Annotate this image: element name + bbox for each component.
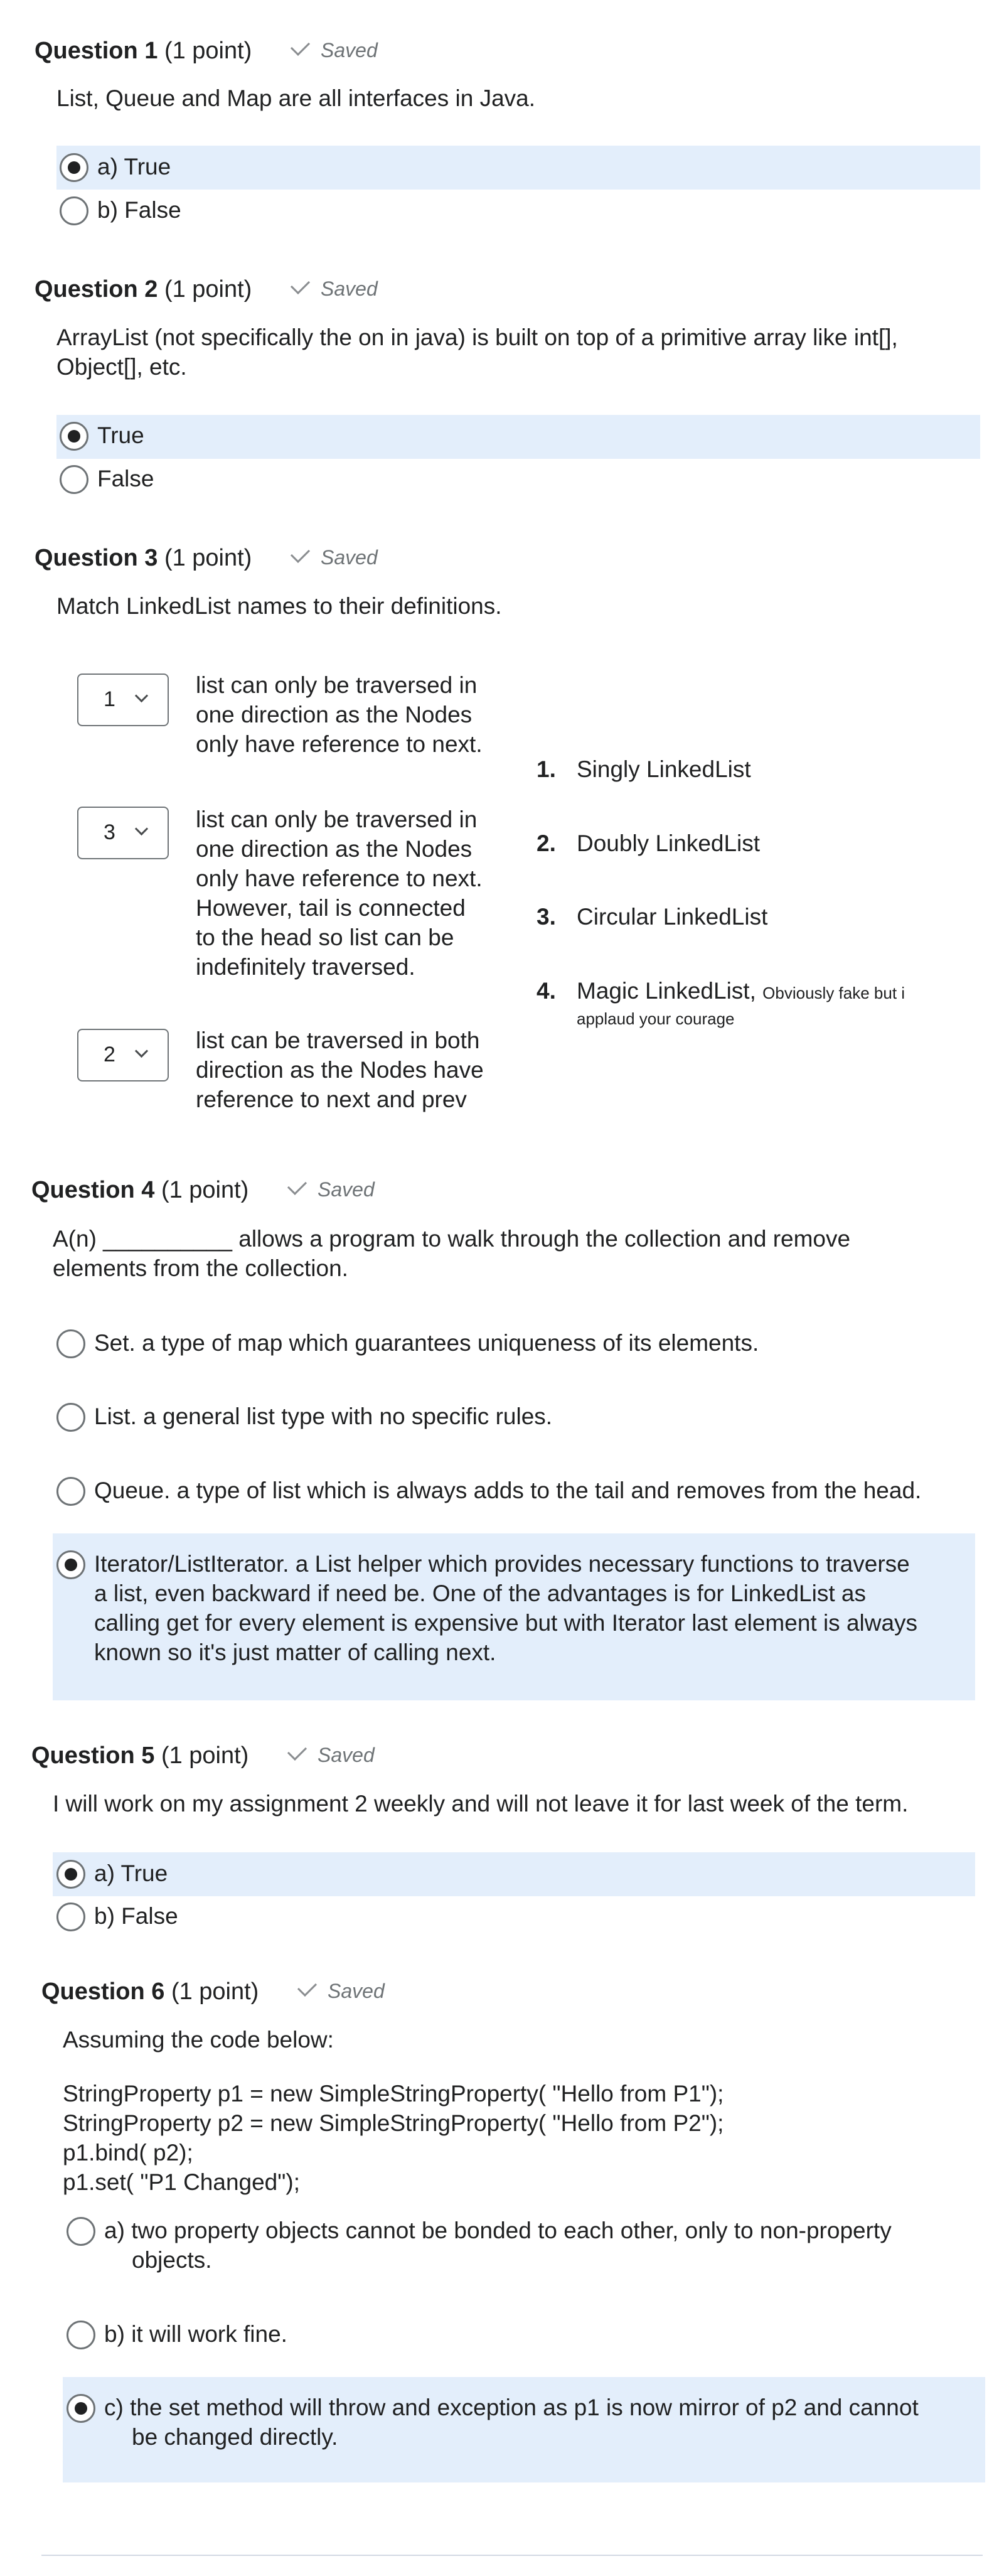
saved-label: Saved bbox=[321, 39, 378, 62]
option-prefix: b) bbox=[104, 2321, 125, 2347]
choice-number: 4. bbox=[537, 978, 556, 1004]
question-number: Question 5 bbox=[31, 1742, 155, 1769]
match-choice-2 bbox=[537, 829, 760, 858]
option-label: a) True bbox=[97, 154, 171, 180]
question-number: Question 3 bbox=[35, 545, 158, 571]
question-6-intro: Assuming the code below: bbox=[63, 2027, 334, 2053]
radio-q1-b[interactable] bbox=[60, 196, 88, 225]
question-number: Question 4 bbox=[31, 1177, 155, 1203]
radio-q6-a[interactable] bbox=[67, 2217, 95, 2246]
checkmark-icon bbox=[291, 544, 310, 563]
question-points: (1 point) bbox=[164, 276, 252, 303]
saved-label: Saved bbox=[321, 277, 378, 300]
text-line: one direction as the Nodes bbox=[196, 702, 473, 727]
option-label: True bbox=[97, 422, 144, 448]
option-prefix: a) bbox=[104, 2218, 125, 2243]
question-points: (1 point) bbox=[164, 545, 252, 571]
text-line: ArrayList (not specifically the on in java) is built on top of a primitive array like int[], bbox=[56, 325, 898, 350]
text-line: calling get for every element is expensive but with Iterator last element is always bbox=[94, 1610, 918, 1636]
text-line: be changed directly. bbox=[132, 2424, 338, 2450]
match-select-1[interactable] bbox=[77, 674, 169, 726]
match-choice-1 bbox=[537, 754, 751, 784]
match-choice-4 bbox=[537, 976, 905, 1008]
choice-number: 1. bbox=[537, 756, 556, 782]
text-line: to the head so list can be bbox=[196, 925, 454, 950]
text-line: list can be traversed in both bbox=[196, 1028, 480, 1053]
question-6-header bbox=[41, 1978, 259, 2005]
question-1-header bbox=[35, 38, 252, 65]
text-line: it will work fine. bbox=[131, 2321, 287, 2347]
saved-status bbox=[295, 546, 378, 569]
text-line: two property objects cannot be bonded to each other, only to non-property bbox=[131, 2218, 892, 2243]
text-line: However, tail is connected bbox=[196, 895, 466, 921]
text-line: one direction as the Nodes bbox=[196, 836, 473, 862]
radio-q1-a[interactable] bbox=[60, 153, 88, 182]
text-line: direction as the Nodes have bbox=[196, 1057, 484, 1083]
checkmark-icon bbox=[291, 36, 310, 56]
option-label: List. a general list type with no specific rules. bbox=[94, 1403, 553, 1429]
option-label: b) False bbox=[94, 1903, 178, 1929]
question-4-header bbox=[31, 1177, 248, 1204]
choice-number: 3. bbox=[537, 904, 556, 930]
option-label: Set. a type of map which guarantees uniqueness of its elements. bbox=[94, 1330, 759, 1356]
text-line: a list, even backward if need be. One of the advantages is for LinkedList as bbox=[94, 1580, 866, 1606]
choice-label: Circular LinkedList bbox=[577, 904, 768, 930]
question-1-text: List, Queue and Map are all interfaces in Java. bbox=[56, 85, 536, 111]
question-points: (1 point) bbox=[171, 1978, 259, 2005]
question-number: Question 1 bbox=[35, 38, 158, 64]
saved-label: Saved bbox=[328, 1980, 385, 2002]
saved-status bbox=[292, 1744, 375, 1767]
match-select-3[interactable] bbox=[77, 1029, 169, 1081]
text-line: known so it's just matter of calling next. bbox=[94, 1640, 496, 1665]
checkmark-icon bbox=[297, 1977, 317, 1997]
text-line: Object[], etc. bbox=[56, 354, 187, 380]
option-label: False bbox=[97, 466, 154, 491]
choice-note: Obviously fake but i bbox=[762, 984, 905, 1002]
select-value: 2 bbox=[104, 1043, 115, 1066]
match-definition-1 bbox=[196, 670, 522, 759]
option-label bbox=[104, 2319, 287, 2349]
text-line: only have reference to next. bbox=[196, 866, 483, 891]
radio-q5-a[interactable] bbox=[56, 1860, 85, 1889]
option-label bbox=[94, 1549, 917, 1667]
select-value: 1 bbox=[104, 687, 115, 711]
code-line: StringProperty p2 = new SimpleStringProperty( "Hello from P2"); bbox=[63, 2110, 724, 2136]
question-points: (1 point) bbox=[161, 1177, 249, 1203]
question-points: (1 point) bbox=[164, 38, 252, 64]
saved-status bbox=[295, 277, 378, 301]
text-line: the set method will throw and exception as p1 is now mirror of p2 and cannot bbox=[130, 2395, 919, 2420]
question-number: Question 6 bbox=[41, 1978, 165, 2005]
question-4-text bbox=[53, 1224, 850, 1283]
option-label bbox=[104, 2393, 980, 2452]
code-line: StringProperty p1 = new SimpleStringProperty( "Hello from P1"); bbox=[63, 2081, 724, 2106]
text-line: only have reference to next. bbox=[196, 731, 483, 757]
chevron-down-icon bbox=[135, 689, 148, 702]
divider bbox=[41, 2555, 983, 2556]
code-line: p1.bind( p2); bbox=[63, 2140, 193, 2165]
radio-q2-true[interactable] bbox=[60, 422, 88, 451]
text-line: list can only be traversed in bbox=[196, 807, 478, 832]
checkmark-icon bbox=[287, 1741, 307, 1761]
match-definition-2 bbox=[196, 805, 522, 982]
question-3-header bbox=[35, 545, 252, 572]
match-choice-3 bbox=[537, 902, 767, 931]
selected-highlight bbox=[53, 1852, 975, 1896]
radio-q4-list[interactable] bbox=[56, 1403, 85, 1432]
saved-status bbox=[292, 1178, 375, 1201]
text-line: objects. bbox=[132, 2247, 212, 2273]
option-label: Queue. a type of list which is always adds to the tail and removes from the head. bbox=[94, 1478, 922, 1503]
question-2-text bbox=[56, 323, 898, 382]
text-line: reference to next and prev bbox=[196, 1087, 467, 1112]
option-label: b) False bbox=[97, 197, 181, 223]
checkmark-icon bbox=[291, 275, 310, 294]
question-5-header bbox=[31, 1742, 248, 1769]
selected-highlight bbox=[56, 146, 980, 190]
question-2-header bbox=[35, 276, 252, 303]
radio-q6-c[interactable] bbox=[67, 2394, 95, 2423]
code-block bbox=[63, 2079, 724, 2197]
text-line: list can only be traversed in bbox=[196, 672, 478, 698]
saved-label: Saved bbox=[321, 546, 378, 569]
choice-number: 2. bbox=[537, 830, 556, 856]
radio-q2-false[interactable] bbox=[60, 465, 88, 494]
choice-label: Magic LinkedList, bbox=[577, 978, 756, 1004]
question-5-text: I will work on my assignment 2 weekly and will not leave it for last week of the term. bbox=[53, 1791, 909, 1817]
select-value: 3 bbox=[104, 820, 115, 844]
saved-status bbox=[302, 1980, 385, 2003]
radio-q5-b[interactable] bbox=[56, 1902, 85, 1931]
option-label bbox=[104, 2216, 976, 2275]
match-select-2[interactable] bbox=[77, 807, 169, 859]
text-line: Iterator/ListIterator. a List helper which provides necessary functions to traverse bbox=[94, 1551, 910, 1577]
chevron-down-icon bbox=[135, 1044, 148, 1058]
radio-q4-iterator[interactable] bbox=[56, 1550, 85, 1579]
match-definition-3 bbox=[196, 1026, 522, 1114]
radio-q6-b[interactable] bbox=[67, 2321, 95, 2349]
option-prefix: c) bbox=[104, 2395, 124, 2420]
selected-highlight bbox=[56, 415, 980, 459]
option-label: a) True bbox=[94, 1860, 168, 1886]
radio-q4-queue[interactable] bbox=[56, 1477, 85, 1506]
radio-q4-set[interactable] bbox=[56, 1329, 85, 1358]
checkmark-icon bbox=[287, 1176, 307, 1195]
question-number: Question 2 bbox=[35, 276, 158, 303]
match-choice-4-note: applaud your courage bbox=[577, 1009, 735, 1028]
saved-label: Saved bbox=[318, 1178, 375, 1201]
choice-label: Doubly LinkedList bbox=[577, 830, 761, 856]
text-line: elements from the collection. bbox=[53, 1255, 348, 1281]
choice-label: Singly LinkedList bbox=[577, 756, 751, 782]
saved-status bbox=[295, 39, 378, 62]
text-line: indefinitely traversed. bbox=[196, 954, 415, 980]
chevron-down-icon bbox=[135, 822, 148, 835]
code-line: p1.set( "P1 Changed"); bbox=[63, 2169, 300, 2195]
text-line: A(n) __________ allows a program to walk through the collection and remove bbox=[53, 1226, 851, 1252]
question-3-text: Match LinkedList names to their definitions. bbox=[56, 593, 502, 619]
question-points: (1 point) bbox=[161, 1742, 249, 1769]
saved-label: Saved bbox=[318, 1744, 375, 1766]
